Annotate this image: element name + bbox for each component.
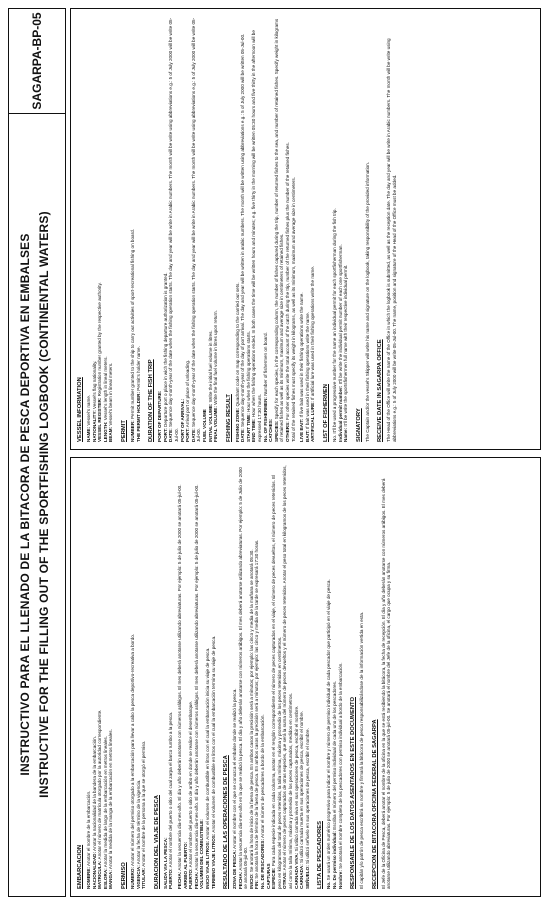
field-label: VIGENCIA:	[135, 865, 141, 889]
field-description: Sequence day-month-year of the day of port arrival. The day and year will be written in arabic numbers. The month will be written using abbreviations e.g.: 5 of July 2000 will be written 05-Jul-00.	[240, 33, 246, 428]
field-description: Se anotará la hora de inicio de la faena de pesca. En ambos casos la precisión será a minutos; por ejemplo: las cinco y media de la mañana se anotará 05:30.	[248, 549, 254, 873]
instruction-line	[386, 16, 397, 442]
field-label: FISHING ZONE:	[234, 407, 240, 442]
field-description: Sequence day-month-year of the date when the fishing operation starts. The day and year will be write in Arabic numbers. The month will be write using abbreviations e.g.: 5 of July 2000 will be write 05-Jul-00.	[168, 17, 179, 442]
field-label: DATE:	[240, 428, 246, 442]
field-description: Anotar el nombre con el que se conozca el embalse donde se realizó la pesca.	[232, 688, 238, 849]
instruction-line	[191, 16, 202, 442]
field-label: PUERTO:	[168, 868, 174, 889]
field-description: If bait was used in their fishing operations write the name.	[304, 312, 310, 429]
field-label: ZONA DE PESCA:	[232, 849, 238, 889]
field-label: OTHERS:	[285, 421, 291, 442]
field-label: ARTIFICIAL LURE:	[310, 401, 316, 442]
field-label: NATIONALITY:	[91, 410, 97, 442]
field-description: Specify for each species, in the corresponding column, the number of fishes captured during the trip, number of returned fishes to the sea, and number of retained fishes. Specify weight in kilograms of retained fishes as well as its minimum, maximum and average size in centimeters of retained fishes.	[273, 18, 285, 442]
field-label: Nombre:	[337, 870, 343, 889]
field-label: PORT:	[185, 428, 191, 442]
field-description: No. It'll be used a progressive number for the name an individual permit for each sportfisherman during the fish trip.	[332, 208, 337, 442]
field-label: INICIO:	[248, 873, 254, 889]
field-description: If live bait was used in their fishing operations write the name.	[299, 292, 305, 418]
instruction-line	[338, 465, 344, 889]
instruction-line	[136, 16, 142, 442]
field-label: OTRAS:	[282, 871, 288, 889]
field-label: CARNADA:	[299, 864, 305, 889]
section-title: DURATION OF THE FISH TRIP	[148, 359, 155, 442]
instruction-line	[168, 16, 179, 442]
field-label: BAIT:	[304, 430, 310, 442]
field-description: Si utilizó señuelo en sus operaciones de pesca, escribir el nombre.	[304, 728, 310, 864]
field-label: LIVE BAIT:	[299, 418, 305, 442]
field-description: Se usará un orden numérico progresivo para indicar el nombre y número de permiso individual de cada pescador que participó en el viaje de pesca.	[326, 579, 332, 881]
field-label: THE PERMIT HOLDER:	[135, 391, 141, 442]
field-description: For other species write the total account of the catch during the trip, number of the returned fishes plus the number of the retained fishes.	[285, 142, 291, 421]
field-description: Anotar la medida de la manga de la embarcación en metros lineales.	[108, 729, 114, 870]
section-title: RESPONSABLE DE LOS DATOS ASENTADOS EN ESTE DOCUMENTO	[350, 697, 357, 889]
field-label: END TIME:	[251, 418, 257, 442]
field-label: START TIME:	[245, 413, 251, 442]
field-description: Anotar la fecha de término de la vigencia.	[135, 779, 141, 865]
document-code-box	[9, 9, 65, 114]
field-description: Anotar la medida de largo de la embarcación en metros lineales.	[102, 736, 108, 868]
field-label: LENGTH:	[102, 421, 108, 442]
field-label: No. De permiso individual:	[332, 831, 337, 889]
field-description: Vessel's beam in lineal meters.	[108, 362, 114, 426]
field-description: Number of fishermen on board.	[262, 332, 268, 396]
section-title: RESULTADO DE LAS OPERACIONES DE PESCA	[223, 755, 230, 889]
field-label: ESLORA:	[102, 868, 108, 889]
field-label: TERMINO VIAJE LITROS:	[210, 833, 216, 889]
field-description: Anotar el nombre del puerto o sitio del cual zarpa el barco rumbo a la pesca.	[168, 711, 174, 868]
field-description: The Head of the Office will write the name of the Office in which the logbook is submitted, as well as the reception date. The day and year will be write in Arabic numbers. The month will be write using abbreviations e.g.: 5 of July 2000 will be write 05-Jul-00. The name, position and signature of the Head of the Office must be added.	[386, 38, 397, 442]
field-label: NACIONALIDAD:	[91, 851, 97, 889]
instruction-line	[343, 16, 349, 442]
title-english: INSTRUCTIVE FOR THE FILLING OUT OF THE SPORTFISHING LOGBOOK (CONTINENTAL WATERS)	[37, 211, 51, 798]
field-label: SEÑUELO:	[304, 865, 310, 889]
field-description: Anotar la secuencia día-mes-año. El día y año deberán anotarse con números arábigos. El mes deberá anotarse utilizando abreviaturas. Por ejemplo: 5 de julio de 2000 se anotará 05-jul-00.	[193, 484, 199, 871]
field-label: No. DE PESCADORES:	[260, 838, 266, 889]
field-description: Total of the retained fishes must specify its weight in kilograms, as well as its minimum, maximum and average size in centimeters.	[290, 176, 296, 442]
document-code: SAGARPA-BP-05	[30, 12, 44, 110]
field-description: Anotar la secuencia día-mes-año. El día y año deberán anotarse con números arábigos. El mes deberá anotarse utilizando abreviaturas. Por ejemplo: 5 de julio de 2000 se anotará 05-jul-00.	[176, 484, 182, 871]
section-title: LIST OF FISHERMEN	[323, 384, 329, 442]
field-label: Individual permit number:	[337, 385, 343, 442]
spanish-instructions-column	[70, 457, 541, 897]
field-description: Anotar el número de peces capturados de otras especies, que será la suma del número de peces devueltos y el número de peces retenidos. Anotar el peso total en kilogramos de los peces retenidos, así como la talla mínima, máxima y promedio de los peces capturados, medidos en centímetros.	[282, 465, 294, 889]
field-description: El Jefe de la Oficina de Pesca, deberá anotar el nombre de la oficina en la que se está recibiendo la bitácora, la fecha de recepción. El día y año deberán anotarse con números arábigos. El mes deberá anotarse utilizando abreviaturas. Por ejemplo: 5 de julio de 2000 se anotará 05-jul-00. Se anotará el nombre del Jefe de la oficina, el cargo que ocupa y su firma.	[380, 478, 392, 889]
section-title: VESSEL INFORMATION	[77, 377, 83, 442]
instruction-line	[359, 465, 365, 889]
title-spanish: INSTRUCTIVO PARA EL LLENADO DE LA BITACORA DE PESCA DEPORTIVA EN EMBALSES	[18, 233, 32, 776]
field-label: SALIDA VIA LA PESCA:	[162, 837, 168, 889]
section-title: SIGNATORY	[355, 408, 362, 442]
section-title: PERMISO	[120, 862, 127, 889]
field-description: Anotar el número del permiso otorgado a la embarcación para llevar a cabo la pesca deportivo-recreativa a bordo.	[129, 633, 135, 867]
field-description: The Captain and/or the vessel's Skipper will write his name and signature on the logbook, taking responsibility of the provided information.	[364, 162, 370, 442]
field-description: Write the final fuel volume in litres upon return.	[213, 310, 219, 405]
field-label: VOLUMEN DEL COMBUSTIBLE:	[199, 819, 205, 889]
field-label: ARRIBO AL PUERTO:	[182, 841, 188, 889]
field-description: Anotar el número de matrícula otorgado por la autoridad correspondiente.	[97, 709, 103, 860]
field-label: FINAL VOLUME:	[213, 406, 219, 442]
field-label: TITULAR:	[141, 867, 147, 889]
instruction-line	[213, 16, 219, 442]
field-label: VESSEL REGISTER:	[97, 397, 103, 442]
field-label: INICIO VIAJE LITROS:	[204, 840, 210, 889]
instruction-line	[365, 16, 371, 442]
instruction-line	[282, 465, 293, 889]
field-description: Hour when the fishing operations starts.	[245, 331, 251, 412]
field-label: NUMBER:	[129, 420, 135, 442]
field-label: CATCHES:	[268, 418, 274, 442]
field-label: DATE:	[190, 428, 196, 442]
field-label: PORT:	[162, 428, 168, 442]
instruction-line	[211, 465, 217, 889]
field-label: MANGA:	[108, 870, 114, 889]
field-label: MATRICULA:	[97, 860, 103, 889]
field-description: Vessel's length in lineal meters.	[102, 356, 108, 421]
field-description: Anotar el volumen de combustible en litros con el cual la embarcación termina su viaje de pesca.	[210, 635, 216, 833]
field-description: Anotar la secuencia día-mes-año en la que se realizó la pesca. El día y año deberán anotarse con números arábigos. El mes deberá anotarse utilizando abreviaturas. Por ejemplo: 5 de Julio de 2000 se anotará 05-jul-00.	[237, 467, 249, 889]
field-description: Sequence day-month-year of the date when the fishing operation starts. The day and year will be write in Arabic numbers. The month will be write using abbreviations e.g.: 5 of July 2000 will be write 05-Jul-00.	[190, 17, 202, 442]
field-description: Departure port o place in wich the fishing departure authorization is granted.	[162, 272, 168, 427]
field-description: Anotar el número de pescadores a bordo de la embarcación.	[260, 714, 266, 838]
field-label: No.	[326, 881, 332, 889]
field-description: Se anotará la hora de término de la faena de pesca. En ambos casos la precisión será a minutos; por ejemplo: las cinco y media de la tarde se expresará 17:30 horas.	[254, 539, 260, 879]
field-description: Anotar el volumen de combustible en litros con el cual la embarcación inicia su viaje de pesca.	[204, 647, 210, 840]
field-description: Permit's holder name.	[135, 346, 141, 391]
field-description: Permit number granted to the ship to carry out activities of sport-recreational fishing on board.	[129, 229, 135, 420]
field-description: Vessel's flag nationality.	[91, 360, 97, 409]
instruction-line	[177, 465, 183, 889]
instruction-line	[108, 465, 114, 889]
title-block	[8, 8, 66, 897]
instruction-line	[141, 465, 147, 889]
field-label: PORT OF DEPARTURE:	[157, 390, 163, 442]
field-label: SPECIES:	[273, 420, 279, 442]
field-label: NOMBRE:	[86, 867, 91, 889]
section-title: FISHING RESULT	[225, 394, 232, 442]
instruction-line	[108, 16, 114, 442]
section-title: EMBARCACION	[77, 844, 83, 889]
field-description: Vessel's name.	[86, 394, 91, 426]
field-label: Name:	[343, 427, 349, 442]
section-title: RECEPCION DE BITACORA OFICINA FEDERAL DE SAGARPA	[371, 719, 378, 889]
field-description: Anotar la nacionalidad de la bandera de la embarcación.	[91, 736, 97, 851]
section-title: DURACION DEL VIAJE DE PESCA	[153, 795, 160, 889]
field-description: Registration number granted by the respective authority.	[97, 282, 103, 397]
field-description: If artificial lure was used in their fishing operations write the name.	[310, 265, 316, 400]
field-label: FUEL VOLUME	[201, 409, 207, 442]
field-label: FECHA:	[176, 871, 182, 889]
field-label: NAME:	[86, 426, 91, 442]
instruction-line	[271, 465, 282, 889]
section-title: RECEIVE DATE IN SAGARPA OFFICE	[377, 339, 384, 442]
field-label: DATE:	[168, 428, 174, 442]
instruction-line	[238, 465, 249, 889]
instruction-line	[310, 16, 316, 442]
instruction-line	[305, 465, 311, 889]
field-description: Escriba el número del permiso individual de cada uno de los pescadores.	[332, 680, 337, 830]
section-title: LISTA DE PESCADORES	[317, 821, 324, 889]
field-description: Si utilizó carnada viva en sus operaciones de pesca, escribir el nombre.	[293, 705, 299, 852]
field-label: FIN:	[254, 880, 260, 889]
field-label: INITIAL VOLUME:	[207, 403, 213, 442]
field-label: NUMERO:	[129, 867, 135, 889]
english-instructions-column	[70, 8, 541, 450]
field-label: FECHA:	[237, 871, 243, 889]
field-description: Si utilizó carnada muerta en sus operaciones de pesca, escribir el nombre.	[299, 711, 305, 863]
field-description: Quadrant code on map corresponding to the carried out sets.	[234, 282, 240, 407]
field-description: Se anotará el nombre completo de los pescadores con permiso individual a bordo de la embarcación.	[337, 662, 343, 869]
field-label: CAPTURAS	[265, 863, 271, 889]
field-label: ESPECIE:	[271, 867, 277, 889]
field-description: It'll be write the individual permit number of each one sportfisherman.	[337, 244, 343, 385]
field-label: PUERTO:	[188, 868, 194, 889]
field-description: Anotar el nombre de la embarcación.	[86, 790, 91, 867]
instruction-line	[381, 465, 392, 889]
field-description: Hour when the fishing operations ended. In both cases the time will be written hours and minutes; e.g. five thirty in the morning will be written 05:30 hours and five thirty in the afternoon will be expressed 17:30 hours.	[251, 30, 263, 442]
field-description: Anotar el nombre del puerto o sitio de arribo en donde se realice el desembarque.	[188, 700, 194, 868]
field-label: PORT OF ARRIVAL:	[179, 398, 185, 442]
field-label: CARNADA VIVA:	[293, 852, 299, 889]
instruction-line	[274, 16, 285, 442]
section-title: PERMIT	[120, 420, 127, 442]
field-label: No. OF FISHERMEN:	[262, 397, 268, 442]
field-description: Para cada especie indicada en cada columna, anotar en el renglón correspondiente el número de peces capturados en el viaje, el número de peces devueltos, el número de peces retenidos. El peso en kilogramos del total de peces retenidos, la talla mínima, máxima y promedio de los peces retenidos en centímetros.	[271, 474, 282, 889]
field-label: FECHA:	[193, 871, 199, 889]
field-description: Arrival port or place of unloading.	[185, 359, 191, 428]
field-description: Write the initial fuel volume in litres.	[207, 330, 213, 403]
field-label: BEAM:	[108, 426, 114, 442]
field-description: Anotar el nombre de la persona a la que se otorgó el permiso.	[141, 740, 147, 867]
field-description: El capitán y/o patrón de pesca escribirá su nombre y firmará la bitácora de pesca responsabilizándose de la información vertida en esta.	[359, 611, 365, 889]
field-description: It'll be write the sportsfishermen full name with their respective individual permit.	[343, 264, 349, 427]
instruction-line	[251, 16, 262, 442]
